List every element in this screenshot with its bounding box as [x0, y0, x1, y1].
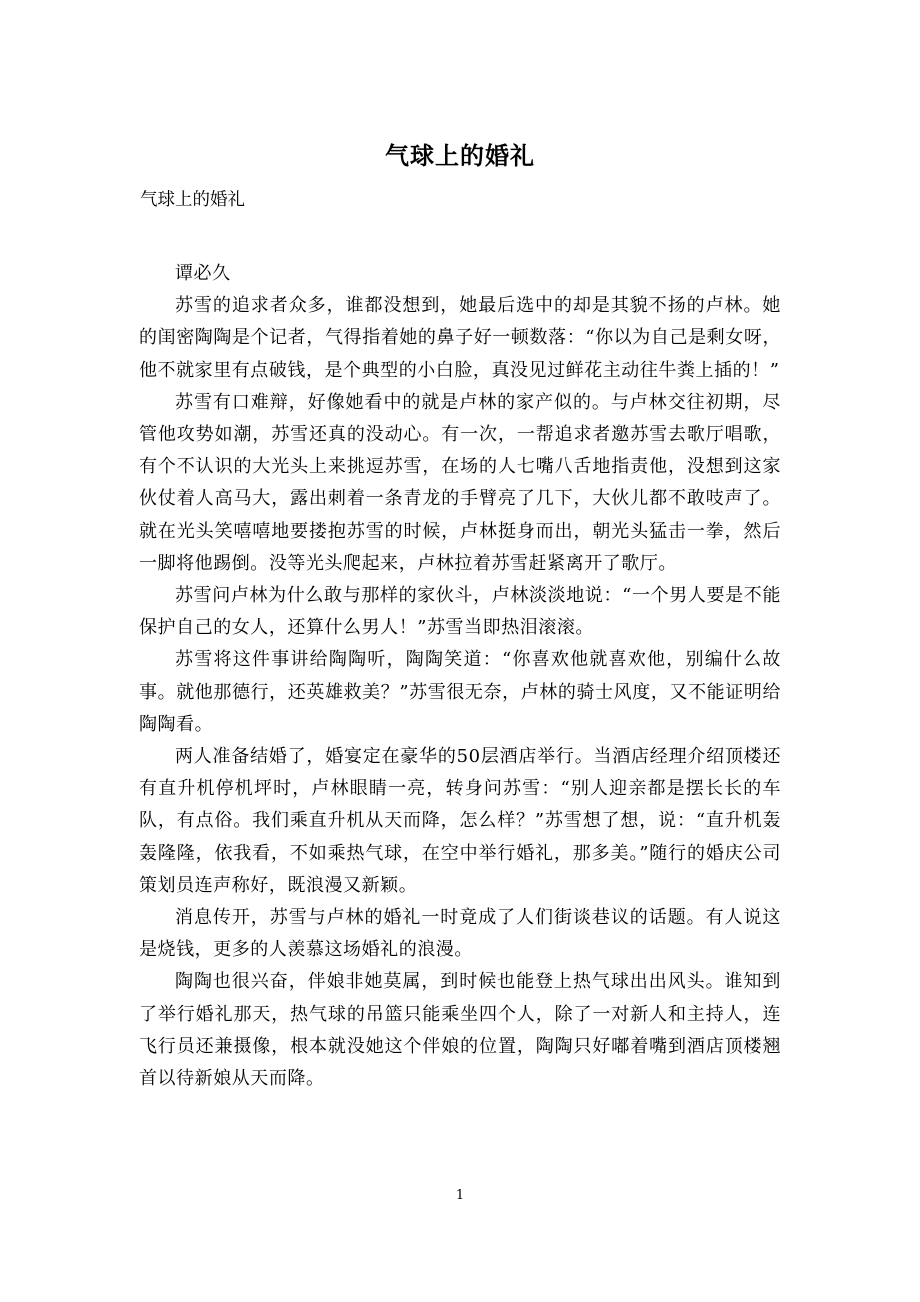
paragraph: 苏雪将这件事讲给陶陶听，陶陶笑道：“你喜欢他就喜欢他，别编什么故事。就他那德行，还英雄救美？”苏雪很无奈，卢林的骑士风度，又不能证明给陶陶看。 [139, 649, 781, 735]
paragraph: 苏雪有口难辩，好像她看中的就是卢林的家产似的。与卢林交往初期，尽管他攻势如潮，苏雪还真的没动心。有一次，一帮追求者邀苏雪去歌厅唱歌，有个不认识的大光头上来挑逗苏雪，在场的人七嘴八舌地指责他，没想到这家伙仗着人高马大，露出刺着一条青龙的手臂亮了几下，大伙儿都不敢吱声了。就在光头笑嘻嘻地要搂抱苏雪的时候，卢林挺身而出，朝光头猛击一拳，然后一脚将他踢倒。没等光头爬起来，卢林拉着苏雪赶紧离开了歌厅。 [139, 391, 781, 574]
paragraph: 陶陶也很兴奋，伴娘非她莫属，到时候也能登上热气球出出风头。谁知到了举行婚礼那天，热气球的吊篮只能乘坐四个人，除了一对新人和主持人，连飞行员还兼摄像，根本就没她这个伴娘的位置，陶陶只好嘟着嘴到酒店顶楼翘首以待新娘从天而降。 [139, 971, 781, 1090]
paragraph: 消息传开，苏雪与卢林的婚礼一时竟成了人们街谈巷议的话题。有人说这是烧钱，更多的人羡慕这场婚礼的浪漫。 [139, 907, 781, 961]
document-body [139, 258, 781, 1095]
document-subtitle: 气球上的婚礼 [140, 190, 245, 210]
paragraph: 两人准备结婚了，婚宴定在豪华的50层酒店举行。当酒店经理介绍顶楼还有直升机停机坪时，卢林眼睛一亮，转身问苏雪：“别人迎亲都是摆长长的车队，有点俗。我们乘直升机从天而降，怎么样？”苏雪想了想，说：“直升机轰轰隆隆，依我看，不如乘热气球，在空中举行婚礼，那多美。”随行的婚庆公司策划员连声称好，既浪漫又新颖。 [139, 746, 781, 896]
page-number: 1 [455, 1188, 465, 1203]
document-title: 气球上的婚礼 [385, 141, 535, 170]
paragraph: 苏雪的追求者众多，谁都没想到，她最后选中的却是其貌不扬的卢林。她的闺密陶陶是个记者，气得指着她的鼻子好一顿数落：“你以为自己是剩女呀，他不就家里有点破钱，是个典型的小白脸，真没见过鲜花主动往牛粪上插的！” [139, 295, 781, 381]
paragraph: 苏雪问卢林为什么敢与那样的家伙斗，卢林淡淡地说：“一个男人要是不能保护自己的女人，还算什么男人！”苏雪当即热泪滚滚。 [139, 585, 781, 639]
author-line: 谭必久 [175, 263, 231, 284]
